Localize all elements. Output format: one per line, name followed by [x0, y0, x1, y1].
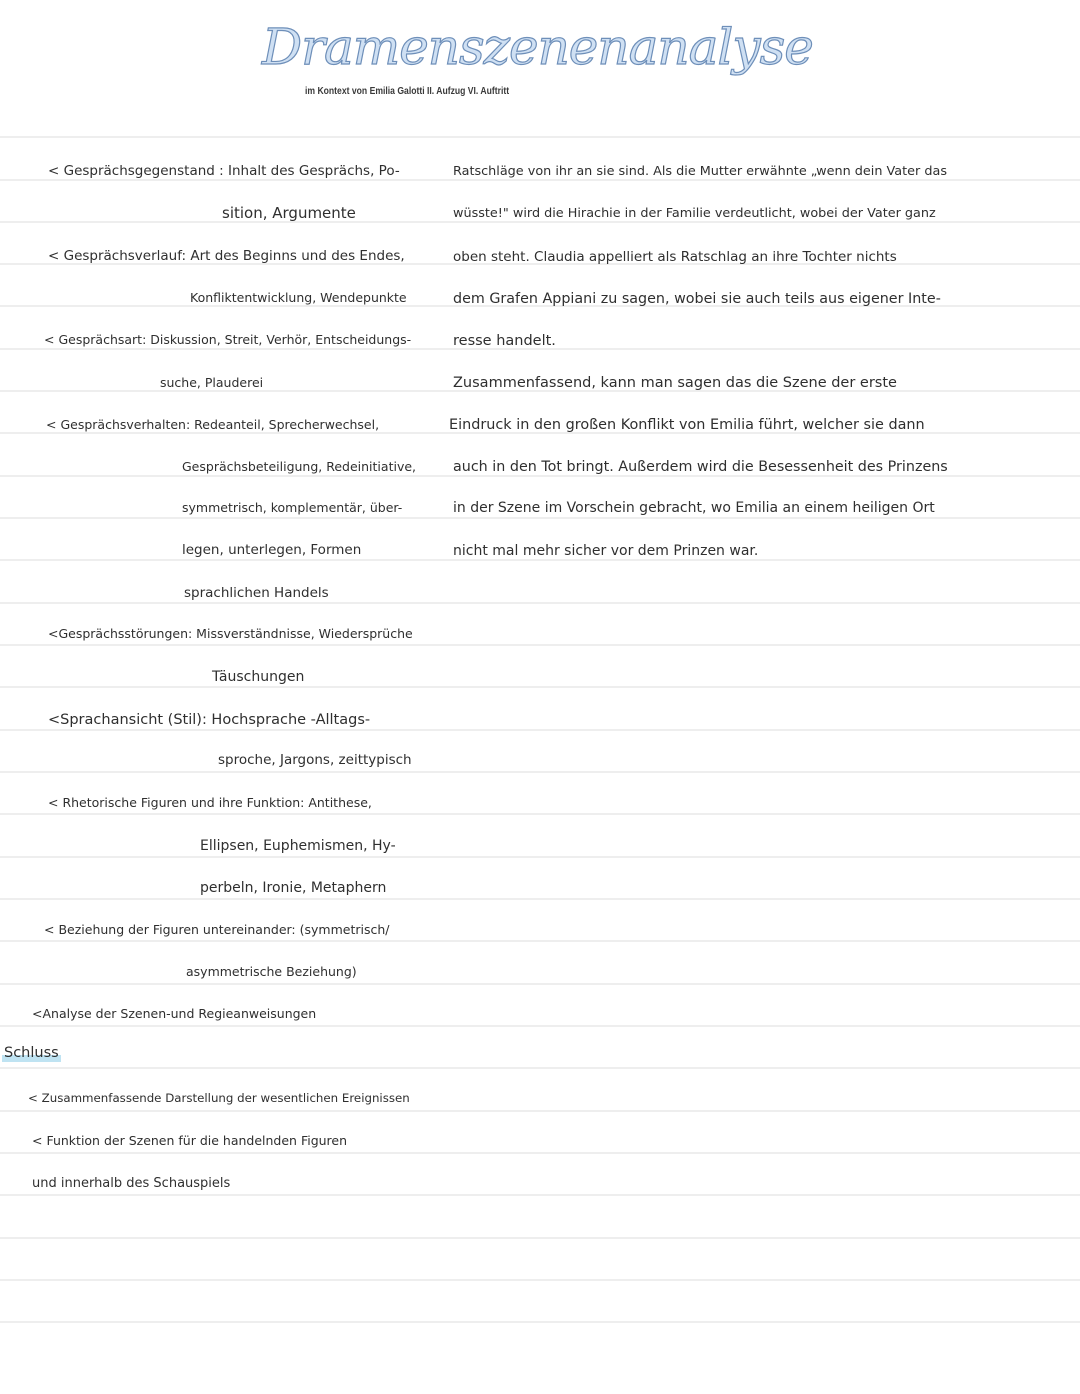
left-line: sition, Argumente [222, 204, 356, 222]
left-line: Gesprächsbeteiligung, Redeinitiative, [182, 459, 417, 474]
left-line: asymmetrische Beziehung) [186, 964, 357, 979]
right-line: auch in den Tot bringt. Außerdem wird die Besessenheit des Prinzens [453, 459, 948, 475]
left-line: sprachlichen Handels [184, 585, 329, 601]
conclusion-line: < Zusammenfassende Darstellung der wesentlichen Ereignissen [28, 1091, 410, 1105]
right-line: wüsste!" wird die Hirachie in der Familie verdeutlicht, wobei der Vater ganz [453, 206, 936, 221]
left-line: < Gesprächsverlauf: Art des Beginns und des Endes, [48, 248, 405, 264]
left-line: < Rhetorische Figuren und ihre Funktion: Antithese, [48, 795, 372, 810]
left-line: Täuschungen [212, 669, 305, 685]
left-line: <Analyse der Szenen-und Regieanweisungen [32, 1006, 317, 1021]
left-line: Ellipsen, Euphemismen, Hy- [200, 838, 396, 854]
right-line: in der Szene im Vorschein gebracht, wo Emilia an einem heiligen Ort [453, 500, 935, 516]
left-line: < Gesprächsgegenstand : Inhalt des Gesprächs, Po- [48, 163, 400, 179]
right-line: Zusammenfassend, kann man sagen das die Szene der erste [453, 375, 897, 391]
page-subtitle: im Kontext von Emilia Galotti II. Aufzug VI. Auftritt [305, 85, 510, 97]
left-line: symmetrisch, komplementär, über- [182, 500, 403, 515]
conclusion-line: < Funktion der Szenen für die handelnden Figuren [32, 1133, 348, 1148]
right-line: Ratschläge von ihr an sie sind. Als die Mutter erwähnte „wenn dein Vater das [453, 164, 947, 179]
conclusion-heading: Schluss [4, 1045, 59, 1061]
left-line: < Gesprächsverhalten: Redeanteil, Sprecherwechsel, [46, 417, 380, 432]
right-line: resse handelt. [453, 333, 556, 349]
right-line: oben steht. Claudia appelliert als Ratschlag an ihre Tochter nichts [453, 249, 897, 265]
conclusion-line: und innerhalb des Schauspiels [32, 1176, 231, 1191]
left-line: sproche, Jargons, zeittypisch [218, 752, 412, 768]
right-line: dem Grafen Appiani zu sagen, wobei sie auch teils aus eigener Inte- [453, 291, 941, 307]
left-line: legen, unterlegen, Formen [182, 542, 362, 558]
right-line: Eindruck in den großen Konflikt von Emilia führt, welcher sie dann [449, 417, 925, 433]
right-line: nicht mal mehr sicher vor dem Prinzen war. [453, 543, 759, 559]
page-title: Dramenszenenanalyse [262, 18, 813, 76]
left-line: < Beziehung der Figuren untereinander: (symmetrisch/ [44, 922, 390, 937]
left-line: suche, Plauderei [160, 375, 264, 390]
left-line: <Gesprächsstörungen: Missverständnisse, Wiedersprüche [48, 626, 413, 641]
left-line: <Sprachansicht (Stil): Hochsprache -Alltags- [48, 712, 371, 728]
left-line: Konfliktentwicklung, Wendepunkte [190, 290, 407, 305]
left-line: < Gesprächsart: Diskussion, Streit, Verhör, Entscheidungs- [44, 332, 412, 347]
left-line: perbeln, Ironie, Metaphern [200, 880, 387, 896]
